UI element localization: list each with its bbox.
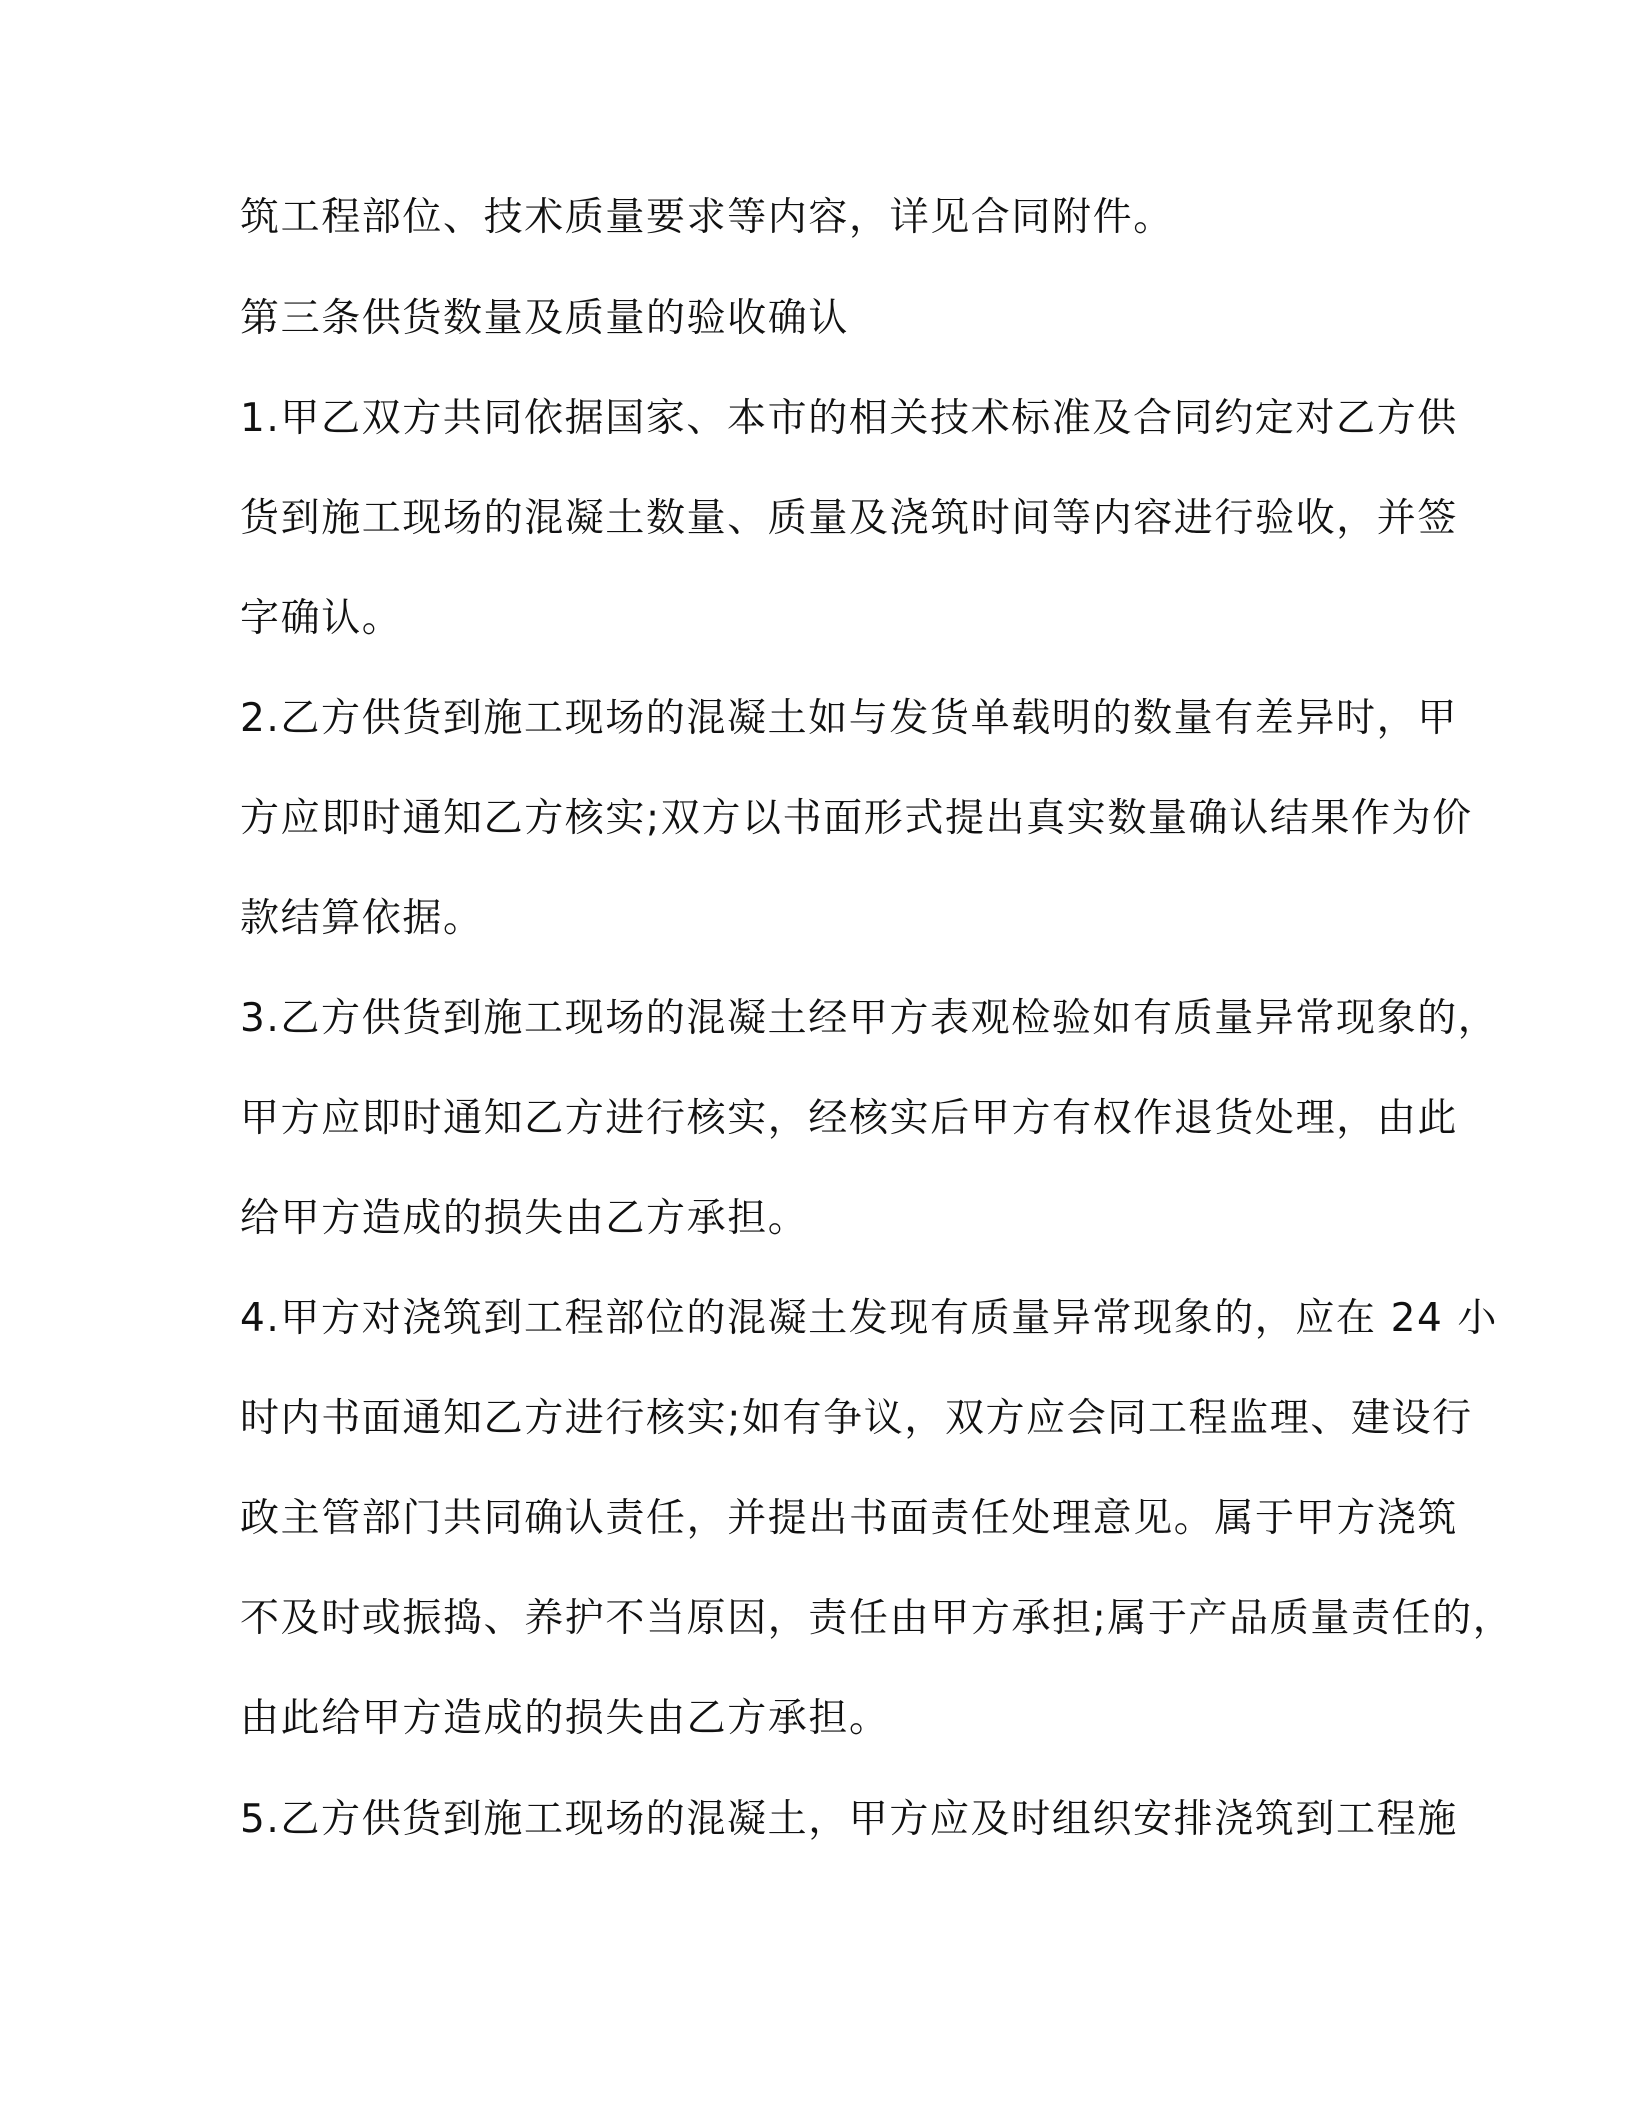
text-line: 2.乙方供货到施工现场的混凝土如与发货单载明的数量有差异时，甲: [240, 696, 1458, 741]
text-line: 字确认。: [240, 596, 403, 641]
text-line: 款结算依据。: [240, 896, 484, 941]
text-line: 给甲方造成的损失由乙方承担。: [240, 1196, 809, 1241]
text-line: 不及时或振捣、养护不当原因，责任由甲方承担;属于产品质量责任的，: [240, 1596, 1514, 1641]
text-line: 5.乙方供货到施工现场的混凝土，甲方应及时组织安排浇筑到工程施: [240, 1797, 1458, 1842]
text-line: 筑工程部位、技术质量要求等内容，详见合同附件。: [240, 195, 1174, 240]
text-line: 4.甲方对浇筑到工程部位的混凝土发现有质量异常现象的，应在 24 小: [240, 1296, 1499, 1341]
text-line: 3.乙方供货到施工现场的混凝土经甲方表观检验如有质量异常现象的，: [240, 996, 1499, 1041]
text-line: 甲方应即时通知乙方进行核实，经核实后甲方有权作退货处理，由此: [240, 1096, 1459, 1141]
text-line: 1.甲乙双方共同依据国家、本市的相关技术标准及合同约定对乙方供: [240, 396, 1458, 441]
text-line: 方应即时通知乙方核实;双方以书面形式提出真实数量确认结果作为价: [240, 796, 1473, 841]
article-heading: 第三条供货数量及质量的验收确认: [240, 296, 850, 341]
text-line: 政主管部门共同确认责任，并提出书面责任处理意见。属于甲方浇筑: [240, 1496, 1459, 1541]
text-line: 货到施工现场的混凝土数量、质量及浇筑时间等内容进行验收，并签: [240, 496, 1459, 541]
text-line: 时内书面通知乙方进行核实;如有争议，双方应会同工程监理、建设行: [240, 1396, 1473, 1441]
text-line: 由此给甲方造成的损失由乙方承担。: [240, 1696, 890, 1741]
